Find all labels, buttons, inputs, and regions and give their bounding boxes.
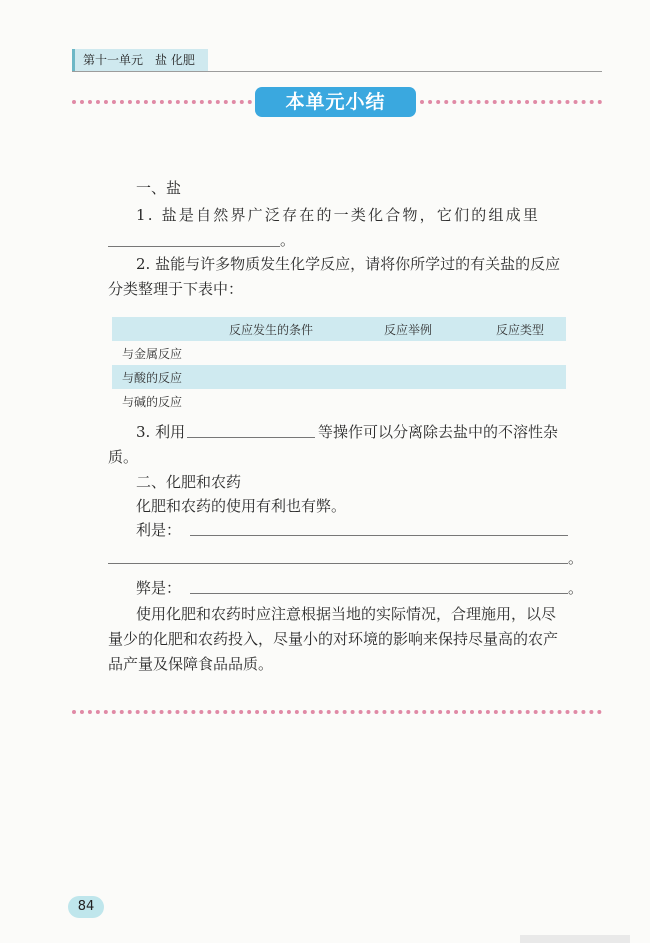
- harm-end: 。: [568, 579, 584, 597]
- title-dotted-right: [420, 100, 602, 104]
- table-row-label: 与金属反应: [122, 346, 183, 361]
- table-cell[interactable]: [474, 365, 566, 389]
- paragraph-1-end: 。: [280, 231, 296, 249]
- paragraph-2-line-2: 分类整理于下表中：: [108, 280, 244, 298]
- page-number: 84: [68, 896, 104, 918]
- table-row: [112, 389, 566, 413]
- heading-salt: 一、盐: [136, 179, 182, 197]
- header-rule: [72, 71, 602, 72]
- heading-fertilizer: 二、化肥和农药: [136, 473, 242, 491]
- final-line-1: 使用化肥和农药时应注意根据当地的实际情况，合理施用，以尽: [136, 605, 557, 623]
- table-cell[interactable]: [200, 389, 342, 413]
- benefit-end: 。: [568, 549, 584, 567]
- table-header: 反应发生的条件: [200, 317, 342, 341]
- table-row-label: 与碱的反应: [122, 394, 183, 409]
- title-dotted-left: [72, 100, 252, 104]
- table-cell[interactable]: [200, 365, 342, 389]
- table-row: [112, 341, 566, 365]
- table-header: 反应类型: [474, 317, 566, 341]
- blank-line-3[interactable]: [187, 437, 315, 438]
- table-row-label: 与酸的反应: [112, 365, 200, 389]
- benefit-label: 利是：: [136, 521, 182, 539]
- table-cell[interactable]: [342, 389, 474, 413]
- table-cell[interactable]: [200, 341, 342, 365]
- paragraph-3-start: 3. 利用: [136, 423, 186, 441]
- table-cell[interactable]: [342, 341, 474, 365]
- fertilizer-intro: 化肥和农药的使用有利也有弊。: [136, 497, 347, 515]
- bottom-dotted-rule: [72, 710, 602, 714]
- unit-header-tab: 第十一单元 盐 化肥: [72, 49, 208, 71]
- table-cell[interactable]: [474, 341, 566, 365]
- page-shadow: [520, 935, 630, 943]
- paragraph-1: 1. 盐是自然界广泛存在的一类化合物，它们的组成里: [136, 206, 541, 224]
- table-header: 反应举例: [342, 317, 474, 341]
- table-cell[interactable]: [342, 365, 474, 389]
- section-title: 本单元小结: [255, 87, 416, 117]
- table-row: [112, 365, 566, 389]
- table-header-row: [112, 317, 566, 341]
- benefit-blank-2[interactable]: [108, 563, 568, 564]
- paragraph-2-line-1: 2. 盐能与许多物质发生化学反应，请将你所学过的有关盐的反应: [136, 255, 561, 273]
- final-line-2: 量少的化肥和农药投入，尽量小的对环境的影响来保持尽量高的农产: [108, 630, 559, 648]
- blank-line-1[interactable]: [108, 246, 280, 247]
- table-header: [112, 317, 200, 341]
- paragraph-3-line-2: 质。: [108, 448, 139, 466]
- benefit-blank-1[interactable]: [190, 535, 568, 536]
- paragraph-3-rest: 等操作可以分离除去盐中的不溶性杂: [318, 423, 559, 441]
- harm-label: 弊是：: [136, 579, 182, 597]
- table-cell[interactable]: [474, 389, 566, 413]
- reaction-table: [112, 317, 566, 413]
- final-line-3: 品产量及保障食品品质。: [108, 655, 274, 673]
- harm-blank[interactable]: [190, 593, 568, 594]
